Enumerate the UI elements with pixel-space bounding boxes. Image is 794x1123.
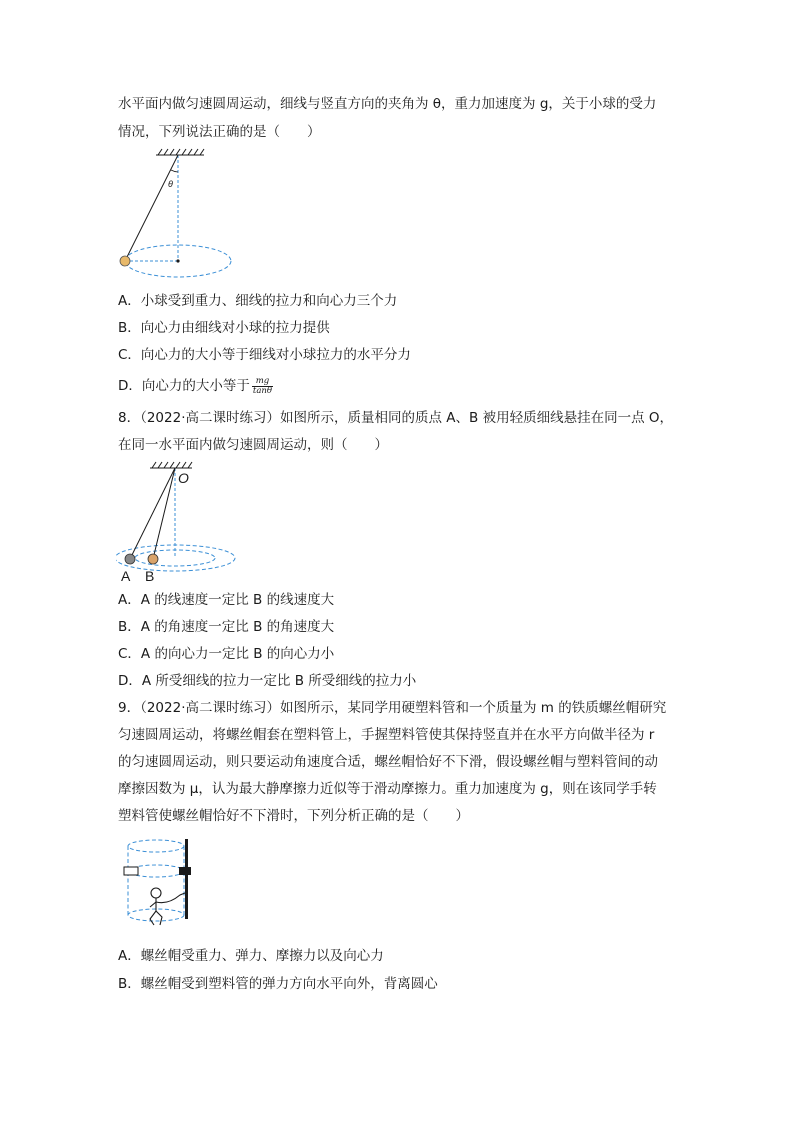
ball-a <box>125 554 135 564</box>
q9-stem-line-3: 的匀速圆周运动，则只要运动角速度合适，螺丝帽恰好不下滑，假设螺丝帽与塑料管间的动 <box>118 754 658 770</box>
q8-pendulum-figure <box>116 460 246 585</box>
q9-stem-line-1: 9．（2022·高二课时练习）如图所示，某同学用硬塑料管和一个质量为 m 的铁质螺丝帽研究 <box>118 700 667 716</box>
q7-pendulum-figure <box>112 148 242 280</box>
label-b: B <box>145 568 155 584</box>
angle-arc <box>171 170 178 172</box>
q7-option-a: A．小球受到重力、细线的拉力和向心力三个力 <box>118 293 398 309</box>
ball <box>120 256 130 266</box>
q7-option-c: C．向心力的大小等于细线对小球拉力的水平分力 <box>118 347 411 363</box>
ceiling-hatch <box>156 149 204 155</box>
ceiling-hatch <box>150 462 192 468</box>
q7-option-d <box>118 376 273 396</box>
label-a: A <box>121 568 131 584</box>
q9-option-a: A．螺丝帽受重力、弹力、摩擦力以及向心力 <box>118 948 384 964</box>
q7-stem-line-1: 水平面内做匀速圆周运动，细线与竖直方向的夹角为 θ，重力加速度为 g，关于小球的受力 <box>118 96 657 112</box>
q9-stem-line-4: 摩擦因数为 μ，认为最大静摩擦力近似等于滑动摩擦力。重力加速度为 g，则在该同学手转 <box>118 781 657 797</box>
q8-stem-line-1: 8．（2022·高二课时练习）如图所示，质量相同的质点 A、B 被用轻质细线悬挂在同一点 O， <box>118 410 673 426</box>
q9-stem-line-5: 塑料管使螺丝帽恰好不下滑时，下列分析正确的是（ ） <box>118 808 469 824</box>
q8-option-b: B．A 的角速度一定比 B 的角速度大 <box>118 619 335 635</box>
q8-stem-line-2: 在同一水平面内做匀速圆周运动，则（ ） <box>118 437 388 453</box>
stick-figure-person <box>150 888 185 925</box>
screw-nut <box>179 867 191 875</box>
q7-stem-line-2: 情况，下列说法正确的是（ ） <box>118 124 321 140</box>
q8-option-c: C．A 的向心力一定比 B 的向心力小 <box>118 646 335 662</box>
point-o-label: O <box>178 470 189 486</box>
ball-b <box>148 554 158 564</box>
q9-nut-on-tube-figure <box>120 835 200 933</box>
q9-stem-line-2: 匀速圆周运动，将螺丝帽套在塑料管上，手握塑料管使其保持竖直并在水平方向做半径为 r <box>118 727 655 743</box>
q8-option-d: D．A 所受细线的拉力一定比 B 所受细线的拉力小 <box>118 673 417 689</box>
q9-option-b: B．螺丝帽受到塑料管的弹力方向水平向外，背离圆心 <box>118 976 438 992</box>
q7-option-d-text: D．向心力的大小等于 <box>118 378 250 394</box>
q7-option-b: B．向心力由细线对小球的拉力提供 <box>118 320 330 336</box>
q7-option-d-fraction: $\frac{mg}{\tan\theta}$ <box>252 375 272 396</box>
center-dot <box>176 259 179 262</box>
q8-option-a: A．A 的线速度一定比 B 的线速度大 <box>118 592 335 608</box>
theta-label: θ <box>168 179 173 189</box>
plastic-tube <box>185 839 188 919</box>
top-circle-path <box>128 840 184 852</box>
nut-position-marker <box>124 867 138 875</box>
